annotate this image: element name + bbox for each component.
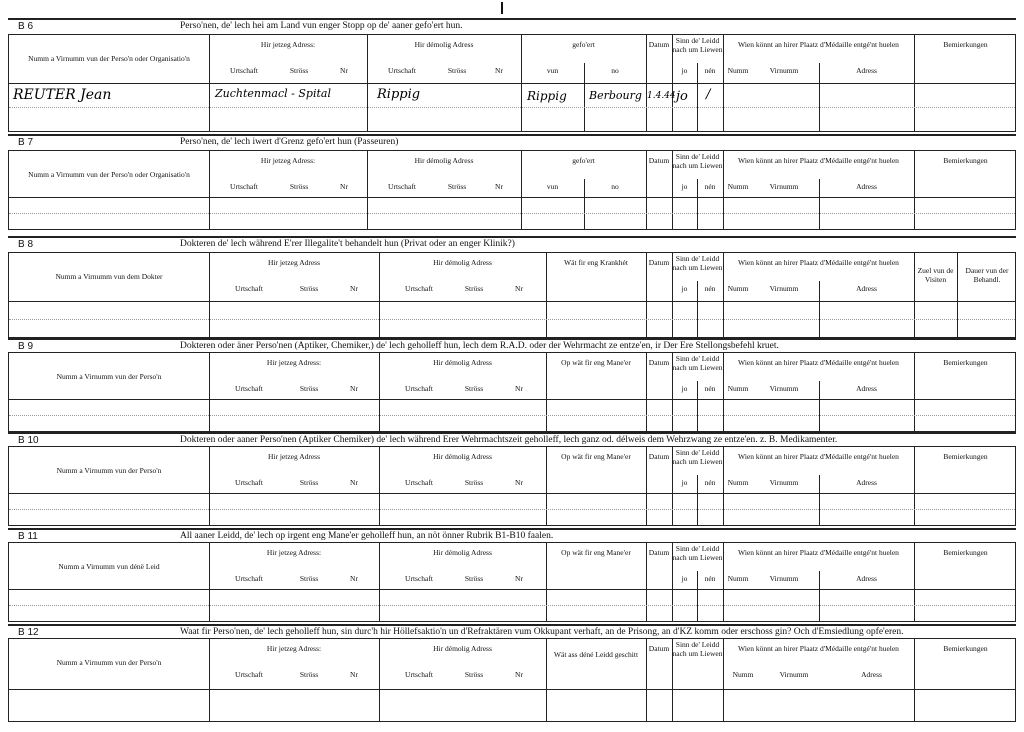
name-header: Numm a Virnumm vun der Perso'n [56, 466, 162, 475]
section-title: Dokteren oder aaner Perso'nen (Aptiker Chemiker) de' lech während Erer Wehrmachtszeit geholleff, lech ganz od. délweis dem Wehrzwang ze entze'en. z. B. Medikamenter. [180, 435, 838, 445]
medal-header: Wien könnt an hirer Plaatz d'Médaille entgé'nt huelen [738, 452, 899, 461]
duration-header: Dauer vun der Behandl. [965, 266, 1009, 284]
table-rule [9, 689, 1015, 690]
remarks-header: Bemierkungen [943, 40, 988, 49]
manner-header: Wät ass déné Leidd geschitt [553, 650, 639, 659]
form-table [8, 150, 1016, 230]
table-rule [914, 253, 915, 337]
alive-header: Sinn de' Leidd nach um Liewen [672, 254, 723, 272]
former-address-header: Hir démolig Adress [433, 358, 492, 367]
col-city: Urtschaft [235, 670, 263, 679]
remarks-header: Bemierkungen [943, 358, 988, 367]
col-street: Ströss [299, 478, 319, 487]
form-table [8, 252, 1016, 338]
alive-header: Sinn de' Leidd nach um Liewen [672, 36, 723, 54]
col-street: Ströss [447, 66, 467, 75]
medal-header: Wien könnt an hirer Plaatz d'Médaille entgé'nt huelen [738, 644, 899, 653]
alive-header: Sinn de' Leidd nach um Liewen [672, 354, 723, 372]
alive-header: Sinn de' Leidd nach um Liewen [672, 152, 723, 170]
col-nr: Nr [340, 182, 348, 191]
section-code: B 9 [18, 341, 34, 352]
section-header [8, 134, 1016, 150]
col-city: Urtschaft [388, 182, 416, 191]
entry-from: Rippig [527, 89, 567, 103]
illness-header: Wät fir eng Krankhét [564, 258, 628, 267]
table-rule [9, 415, 1015, 416]
from-header: vun [546, 182, 559, 191]
table-rule [9, 605, 1015, 606]
entry-name: REUTER Jean [13, 87, 112, 103]
table-rule [9, 589, 1015, 590]
current-address-header: Hir jetzeg Adress: [266, 548, 322, 557]
section-title: Waat fir Perso'nen, de' lech geholleff hun, sin durc'h hir Höllefsaktio'n un d'Refraktären vum Okkupant verhaft, an de Prisong, an d'KZ komm oder erschoss gin? Och d'Emsiedlung opfe'eren. [180, 627, 904, 637]
entry-current-address: Zuchtenmacl - Spital [215, 87, 331, 100]
no-header: nén [704, 574, 716, 583]
col-street: Ströss [464, 284, 484, 293]
medal-name-header: Numm [727, 284, 749, 293]
entry-to: Berbourg [589, 89, 642, 102]
col-city: Urtschaft [230, 182, 258, 191]
col-street: Ströss [464, 478, 484, 487]
section-b11 [8, 528, 1016, 622]
from-header: vun [546, 66, 559, 75]
medal-firstname-header: Virnumm [779, 670, 809, 679]
medal-name-header: Numm [727, 66, 749, 75]
name-header: Numm a Virnumm vun dénë Leid [58, 562, 160, 571]
table-rule [9, 509, 1015, 510]
date-header: Datum [648, 548, 670, 557]
col-nr: Nr [350, 670, 358, 679]
form-table [8, 34, 1016, 132]
col-city: Urtschaft [405, 478, 433, 487]
to-header: no [611, 182, 619, 191]
name-header: Numm a Virnumm vun der Perso'n oder Organisatio'n [28, 54, 190, 63]
col-nr: Nr [515, 574, 523, 583]
col-city: Urtschaft [405, 384, 433, 393]
date-header: Datum [648, 358, 670, 367]
form-table [8, 542, 1016, 622]
current-address-header: Hir jetzeg Adress: [260, 156, 316, 165]
form-table [8, 352, 1016, 432]
col-city: Urtschaft [405, 574, 433, 583]
form-table [8, 446, 1016, 526]
transported-header: gefo'ert [572, 156, 595, 165]
transported-header: gefo'ert [572, 40, 595, 49]
col-city: Urtschaft [235, 574, 263, 583]
date-header: Datum [648, 258, 670, 267]
col-street: Ströss [299, 670, 319, 679]
section-title: Dokteren oder äner Perso'nen (Aptiker, Chemiker,) de' lech geholleff hun, lech dem R.A.D. oder der Wehrmacht ze entze'en, ir Der Ere Stellongsbefehl kruet. [180, 341, 779, 351]
medal-address-header: Adress [856, 574, 877, 583]
section-b8 [8, 236, 1016, 336]
yes-header: jo [681, 284, 688, 293]
col-city: Urtschaft [230, 66, 258, 75]
col-nr: Nr [515, 284, 523, 293]
remarks-header: Bemierkungen [943, 452, 988, 461]
table-rule [9, 399, 1015, 400]
visits-header: Zuel vun de Visiten [917, 266, 954, 284]
table-rule [546, 639, 547, 721]
medal-firstname-header: Virnumm [769, 284, 799, 293]
yes-header: jo [681, 182, 688, 191]
no-header: nén [704, 284, 716, 293]
medal-address-header: Adress [856, 182, 877, 191]
remarks-header: Bemierkungen [943, 644, 988, 653]
col-nr: Nr [350, 384, 358, 393]
col-street: Ströss [299, 574, 319, 583]
col-street: Ströss [299, 384, 319, 393]
section-title: Perso'nen, de' lech hei am Land vun enger Stopp op de' aaner gefo'ert hun. [180, 21, 463, 31]
col-street: Ströss [289, 182, 309, 191]
col-nr: Nr [515, 670, 523, 679]
col-city: Urtschaft [405, 284, 433, 293]
table-rule [9, 213, 1015, 214]
medal-header: Wien könnt an hirer Plaatz d'Médaille entgé'nt huelen [738, 40, 899, 49]
col-street: Ströss [464, 574, 484, 583]
remarks-header: Bemierkungen [943, 548, 988, 557]
section-b10 [8, 432, 1016, 526]
entry-former-address: Rippig [377, 87, 421, 102]
medal-firstname-header: Virnumm [769, 384, 799, 393]
section-b9 [8, 338, 1016, 432]
medal-name-header: Numm [727, 384, 749, 393]
medal-header: Wien könnt an hirer Plaatz d'Médaille entgé'nt huelen [738, 258, 899, 267]
manner-header: Op wät fir eng Mane'er [561, 358, 631, 367]
medal-address-header: Adress [856, 66, 877, 75]
medal-address-header: Adress [861, 670, 882, 679]
manner-header: Op wät fir eng Mane'er [561, 548, 631, 557]
table-rule [9, 301, 1015, 302]
current-address-header: Hir jetzeg Adress: [266, 644, 322, 653]
no-header: nén [704, 182, 716, 191]
date-header: Datum [648, 644, 670, 653]
alive-header: Sinn de' Leidd nach um Liewen [672, 640, 723, 658]
section-title: Dokteren de' lech während E'rer Illegalite't behandelt hun (Privat oder an enger Klinik?) [180, 239, 515, 249]
current-address-header: Hir jetzeg Adress [267, 258, 321, 267]
section-title: All aaner Leidd, de' lech op irgent eng Mane'er geholleff hun, an nöt önner Rubrik B1-B10 faalen. [180, 531, 554, 541]
entry-yes: jo [676, 89, 688, 104]
medal-address-header: Adress [856, 384, 877, 393]
medal-firstname-header: Virnumm [769, 574, 799, 583]
section-code: B 10 [18, 435, 39, 446]
col-street: Ströss [289, 66, 309, 75]
col-street: Ströss [447, 182, 467, 191]
section-b12 [8, 624, 1016, 724]
current-address-header: Hir jetzeg Adress [267, 452, 321, 461]
medal-firstname-header: Virnumm [769, 478, 799, 487]
table-rule [9, 83, 1015, 84]
top-fold-mark [501, 2, 503, 14]
name-header: Numm a Virnumm vun der Perso'n [56, 372, 162, 381]
to-header: no [611, 66, 619, 75]
table-rule [9, 319, 1015, 320]
medal-address-header: Adress [856, 478, 877, 487]
medal-name-header: Numm [727, 182, 749, 191]
col-nr: Nr [515, 384, 523, 393]
medal-header: Wien könnt an hirer Plaatz d'Médaille entgé'nt huelen [738, 156, 899, 165]
date-header: Datum [648, 156, 670, 165]
col-nr: Nr [495, 182, 503, 191]
section-header [8, 236, 1016, 252]
medal-name-header: Numm [727, 574, 749, 583]
no-header: nén [704, 478, 716, 487]
alive-header: Sinn de' Leidd nach um Liewen [672, 544, 723, 562]
col-nr: Nr [350, 284, 358, 293]
former-address-header: Hir démolig Adress [414, 156, 474, 165]
former-address-header: Hir démolig Adress [433, 452, 492, 461]
col-city: Urtschaft [235, 384, 263, 393]
alive-header: Sinn de' Leidd nach um Liewen [672, 448, 723, 466]
entry-date: 1.4.44 [647, 91, 676, 101]
col-city: Urtschaft [405, 670, 433, 679]
former-address-header: Hir démolig Adress [433, 258, 492, 267]
col-city: Urtschaft [388, 66, 416, 75]
section-code: B 8 [18, 239, 34, 250]
entry-no: / [706, 87, 711, 102]
former-address-header: Hir démolig Adress [433, 548, 492, 557]
col-street: Ströss [464, 384, 484, 393]
table-rule [9, 107, 1015, 108]
name-header: Numm a Virnumm vun der Perso'n [56, 658, 162, 667]
section-b7 [8, 134, 1016, 230]
yes-header: jo [681, 66, 688, 75]
section-code: B 7 [18, 137, 34, 148]
manner-header: Op wät fir eng Mane'er [561, 452, 631, 461]
form-table [8, 638, 1016, 722]
section-code: B 11 [18, 531, 38, 542]
section-code: B 6 [18, 21, 34, 32]
section-b6 [8, 18, 1016, 130]
table-rule [9, 197, 1015, 198]
current-address-header: Hir jetzeg Adress: [260, 40, 316, 49]
no-header: nén [704, 66, 716, 75]
medal-header: Wien könnt an hirer Plaatz d'Médaille entgé'nt huelen [738, 548, 899, 557]
col-nr: Nr [340, 66, 348, 75]
name-header: Numm a Virnumm vun der Perso'n oder Organisatio'n [28, 170, 190, 179]
medal-name-header: Numm [727, 478, 749, 487]
remarks-header: Bemierkungen [943, 156, 988, 165]
table-rule [9, 493, 1015, 494]
yes-header: jo [681, 574, 688, 583]
former-address-header: Hir démolig Adress [433, 644, 492, 653]
section-code: B 12 [18, 627, 39, 638]
col-nr: Nr [350, 478, 358, 487]
col-street: Ströss [299, 284, 319, 293]
col-city: Urtschaft [235, 478, 263, 487]
col-city: Urtschaft [235, 284, 263, 293]
medal-firstname-header: Virnumm [769, 182, 799, 191]
section-title: Perso'nen, de' lech iwert d'Grenz gefo'ert hun (Passeuren) [180, 137, 399, 147]
former-address-header: Hir démolig Adress [414, 40, 474, 49]
date-header: Datum [648, 40, 670, 49]
date-header: Datum [648, 452, 670, 461]
col-nr: Nr [350, 574, 358, 583]
section-header [8, 18, 1016, 34]
medal-header: Wien könnt an hirer Plaatz d'Médaille entgé'nt huelen [738, 358, 899, 367]
medal-firstname-header: Virnumm [769, 66, 799, 75]
current-address-header: Hir jetzeg Adress: [266, 358, 322, 367]
no-header: nén [704, 384, 716, 393]
table-rule [957, 253, 958, 337]
medal-name-header: Numm [732, 670, 754, 679]
col-street: Ströss [464, 670, 484, 679]
name-header: Numm a Virnumm vun dem Dokter [55, 272, 163, 281]
col-nr: Nr [515, 478, 523, 487]
yes-header: jo [681, 384, 688, 393]
yes-header: jo [681, 478, 688, 487]
col-nr: Nr [495, 66, 503, 75]
medal-address-header: Adress [856, 284, 877, 293]
